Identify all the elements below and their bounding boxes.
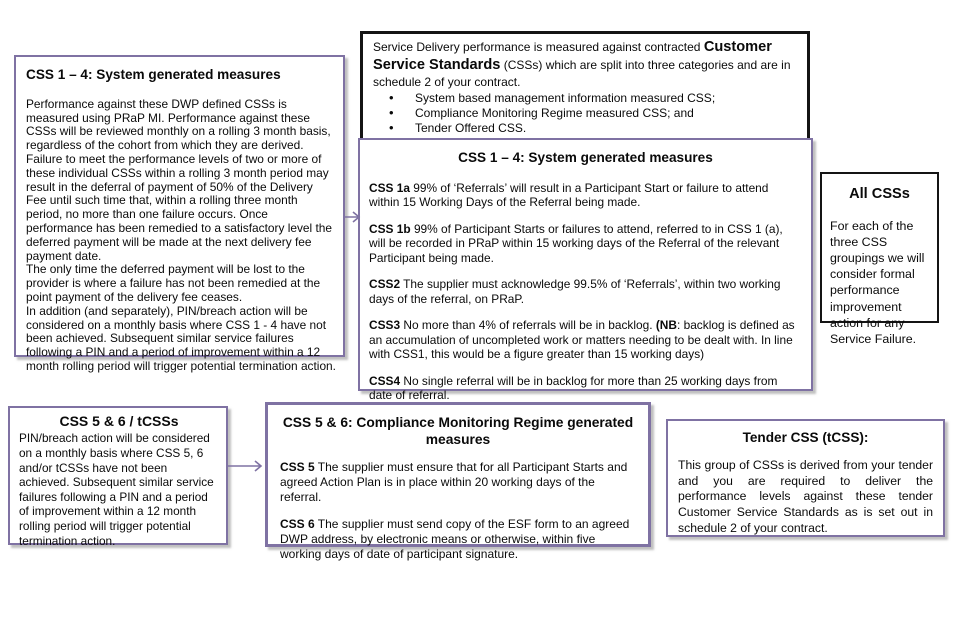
intro-bullet-3: • Tender Offered CSS. [389,121,799,136]
box-css56-detail [265,402,651,562]
css14-summary-paragraph-3: In addition (and separately), PIN/breach action will be considered on a monthly basis where CSS 1 - 4 have not been achieved. Subsequent similar service failures following a PIN and a period of improvement within a 12 month rolling period will trigger potential termination action. [26,303,336,373]
box-css56-detail-title: CSS 5 & 6: Compliance Monitoring Regime generated measures [282,415,634,448]
arrow-right-icon [227,459,265,473]
box-css14-detail [358,138,813,403]
box-css14-summary [14,55,345,373]
tender-body: This group of CSSs is derived from your tender and you are required to deliver the performance levels against these tender Customer Service Standards as is set out in schedule 2 of your contract. [678,457,933,536]
box-all-csss [820,172,939,346]
intro-bullet-list [373,91,799,136]
box-css14-summary-title: CSS 1 – 4: System generated measures [26,67,281,82]
intro-lead-text: Service Delivery performance is measured against contracted Customer Service Standards (CSSs) which are split into three categories and are in schedule 2 of your contract. [373,39,791,89]
css56-detail-item-6: CSS 6 The supplier must send copy of the ESF form to an agreed DWP address, by electronic means or otherwise, within five working days of date of participant signature. [280,517,630,562]
css56-summary-body: PIN/breach action will be considered on a monthly basis where CSS 5, 6 and/or tCSSs have not been achieved. Subsequent similar service failures following a PIN and a period of improvement within a 12 month rolling period will trigger potential termination action. [19,431,214,548]
box-all-csss-title: All CSSs [849,186,910,202]
css14-detail-item-4: CSS4 No single referral will be in backlog for more than 25 working days from date of referral. [369,373,778,403]
css14-detail-item-2: CSS2 The supplier must acknowledge 99.5% of ‘Referrals’, within two working days of the referral, on PRaP. [369,277,781,306]
css14-summary-paragraph-1: Performance against these DWP defined CSSs is measured using PRaP MI. Performance against these CSSs will be reviewed monthly on a rolling 3 month basis, regardless of the cohort from which they are derived. Failure to meet the performance levels of two or more of these individual CSSs within a rolling 3 month period may result in the deferral of payment of 50% of the Delivery Fee until such time that, within a rolling three month period, no more than one failure occurs. Once performance has been remedied to a satisfactory level the deferred payment will be made at the next delivery fee payment date. [26,96,333,263]
box-tender-title: Tender CSS (tCSS): [742,430,869,445]
arrow-right-icon [344,210,362,224]
css14-detail-item-1b: CSS 1b 99% of Participant Starts or failures to attend, referred to in CSS 1 (a), will be recorded in PRaP within 15 working days of the Referral of the relevant Participant being made. [369,221,783,265]
box-css14-detail-title: CSS 1 – 4: System generated measures [458,150,713,165]
css56-detail-item-5: CSS 5 The supplier must ensure that for all Participant Starts and agreed Action Plan is in place within 20 working days of the referral. [280,460,628,505]
box-css56-summary [8,406,228,548]
box-intro [360,31,810,145]
box-tender [666,419,945,537]
all-csss-body: For each of the three CSS groupings we will consider formal performance improvement action for any Service Failure. [830,218,925,346]
box-css56-summary-title: CSS 5 & 6 / tCSSs [59,413,179,429]
css14-detail-item-3: CSS3 No more than 4% of referrals will be in backlog. (NB: backlog is defined as an accumulation of uncompleted work or matters needing to be dealt with. In line with CSS1, this would be a figure greater than 15 working days) [369,318,795,362]
css14-summary-paragraph-2: The only time the deferred payment will be lost to the provider is where a failure has not been remedied at the point payment of the delivery fee ceases. [26,262,321,304]
css14-detail-item-1a: CSS 1a 99% of ‘Referrals’ will result in a Participant Start or failure to attend within 15 Working Days of the Referral being made. [369,180,769,210]
intro-bullet-2: • Compliance Monitoring Regime measured CSS; and [389,106,799,121]
intro-bullet-1: • System based management information measured CSS; [389,91,799,106]
